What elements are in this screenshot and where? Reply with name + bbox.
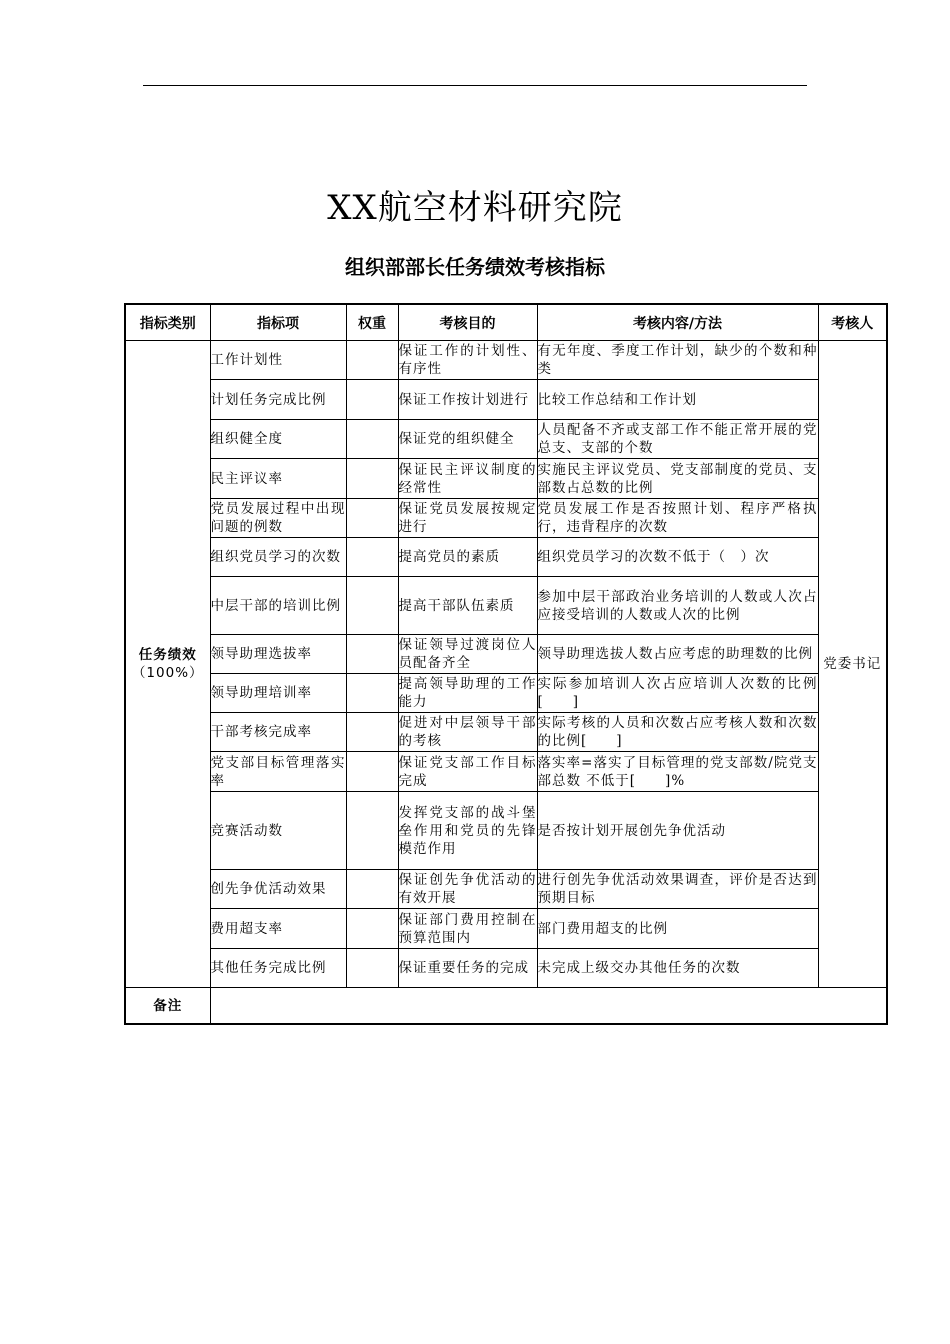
table-row	[125, 420, 887, 459]
table-row	[125, 341, 887, 380]
indicator-method: 是否按计划开展创先争优活动	[537, 792, 818, 870]
indicator-item: 费用超支率	[210, 909, 346, 949]
indicator-purpose: 保证重要任务的完成	[398, 949, 537, 988]
indicator-purpose: 提高干部队伍素质	[398, 577, 537, 635]
indicator-weight	[346, 949, 398, 988]
assessor-cell: 党委书记	[818, 341, 887, 988]
table-header-row	[125, 304, 887, 341]
indicator-item: 计划任务完成比例	[210, 380, 346, 420]
indicator-method: 实际考核的人员和次数占应考核人数和次数的比例[ ]	[537, 713, 818, 752]
indicator-item: 民主评议率	[210, 459, 346, 499]
indicator-method: 未完成上级交办其他任务的次数	[537, 949, 818, 988]
category-name: 任务绩效	[138, 647, 197, 663]
table-row	[125, 499, 887, 538]
indicator-method: 有无年度、季度工作计划，缺少的个数和种类	[537, 341, 818, 380]
indicator-weight	[346, 674, 398, 713]
table-row	[125, 792, 887, 870]
indicator-item: 党员发展过程中出现问题的例数	[210, 499, 346, 538]
indicator-item: 中层干部的培训比例	[210, 577, 346, 635]
indicator-weight	[346, 752, 398, 792]
table-row	[125, 949, 887, 988]
indicator-item: 组织党员学习的次数	[210, 538, 346, 577]
indicator-weight	[346, 499, 398, 538]
document-title: 组织部部长任务绩效考核指标	[345, 255, 605, 279]
table-row	[125, 752, 887, 792]
indicator-weight	[346, 420, 398, 459]
indicator-weight	[346, 635, 398, 674]
header-rule	[143, 85, 807, 86]
indicator-weight	[346, 380, 398, 420]
category-cell	[125, 341, 210, 988]
indicator-purpose: 保证党员发展按规定进行	[398, 499, 537, 538]
indicator-item: 领导助理培训率	[210, 674, 346, 713]
indicator-item: 领导助理选拔率	[210, 635, 346, 674]
table-row	[125, 909, 887, 949]
header-assessor: 考核人	[818, 304, 887, 341]
indicator-method: 部门费用超支的比例	[537, 909, 818, 949]
indicator-purpose: 保证部门费用控制在预算范围内	[398, 909, 537, 949]
indicator-purpose: 保证党支部工作目标完成	[398, 752, 537, 792]
remark-label: 备注	[125, 988, 210, 1025]
indicator-item: 其他任务完成比例	[210, 949, 346, 988]
header-item: 指标项	[210, 304, 346, 341]
indicator-method: 实际参加培训人次占应培训人次数的比例[ ]	[537, 674, 818, 713]
indicator-method: 进行创先争优活动效果调查，评价是否达到预期目标	[537, 870, 818, 909]
category-percent: （100%）	[131, 665, 204, 681]
indicator-method: 比较工作总结和工作计划	[537, 380, 818, 420]
indicator-weight	[346, 792, 398, 870]
organization-title: XX航空材料研究院	[327, 188, 623, 228]
indicator-item: 工作计划性	[210, 341, 346, 380]
remark-value	[210, 988, 887, 1025]
header-category: 指标类别	[125, 304, 210, 341]
indicator-weight	[346, 538, 398, 577]
indicator-method: 组织党员学习的次数不低于（ ）次	[537, 538, 818, 577]
indicator-purpose: 促进对中层领导干部的考核	[398, 713, 537, 752]
table-row	[125, 674, 887, 713]
indicator-item: 组织健全度	[210, 420, 346, 459]
indicator-weight	[346, 577, 398, 635]
table-row	[125, 459, 887, 499]
table-row	[125, 635, 887, 674]
indicator-method: 实施民主评议党员、党支部制度的党员、支部数占总数的比例	[537, 459, 818, 499]
indicator-method: 人员配备不齐或支部工作不能正常开展的党总支、支部的个数	[537, 420, 818, 459]
indicator-purpose: 保证创先争优活动的有效开展	[398, 870, 537, 909]
indicator-purpose: 保证领导过渡岗位人员配备齐全	[398, 635, 537, 674]
indicator-weight	[346, 909, 398, 949]
header-purpose: 考核目的	[398, 304, 537, 341]
table-row	[125, 577, 887, 635]
table-row	[125, 713, 887, 752]
indicator-item: 党支部目标管理落实率	[210, 752, 346, 792]
indicator-purpose: 保证工作的计划性、有序性	[398, 341, 537, 380]
indicator-item: 创先争优活动效果	[210, 870, 346, 909]
indicator-purpose: 发挥党支部的战斗堡垒作用和党员的先锋模范作用	[398, 792, 537, 870]
indicator-weight	[346, 870, 398, 909]
indicator-method: 党员发展工作是否按照计划、程序严格执行，违背程序的次数	[537, 499, 818, 538]
table-row	[125, 538, 887, 577]
indicator-method: 落实率=落实了目标管理的党支部数/院党支部总数 不低于[ ]%	[537, 752, 818, 792]
header-weight: 权重	[346, 304, 398, 341]
indicator-weight	[346, 459, 398, 499]
indicator-weight	[346, 713, 398, 752]
indicator-item: 竞赛活动数	[210, 792, 346, 870]
indicator-method: 参加中层干部政治业务培训的人数或人次占应接受培训的人数或人次的比例	[537, 577, 818, 635]
kpi-table	[124, 303, 888, 1025]
remark-row	[125, 988, 887, 1025]
indicator-purpose: 提高领导助理的工作能力	[398, 674, 537, 713]
indicator-weight	[346, 341, 398, 380]
indicator-purpose: 提高党员的素质	[398, 538, 537, 577]
header-method: 考核内容/方法	[537, 304, 818, 341]
indicator-purpose: 保证党的组织健全	[398, 420, 537, 459]
table-row	[125, 380, 887, 420]
indicator-purpose: 保证工作按计划进行	[398, 380, 537, 420]
indicator-method: 领导助理选拔人数占应考虑的助理数的比例	[537, 635, 818, 674]
table-row	[125, 870, 887, 909]
indicator-purpose: 保证民主评议制度的经常性	[398, 459, 537, 499]
indicator-item: 干部考核完成率	[210, 713, 346, 752]
